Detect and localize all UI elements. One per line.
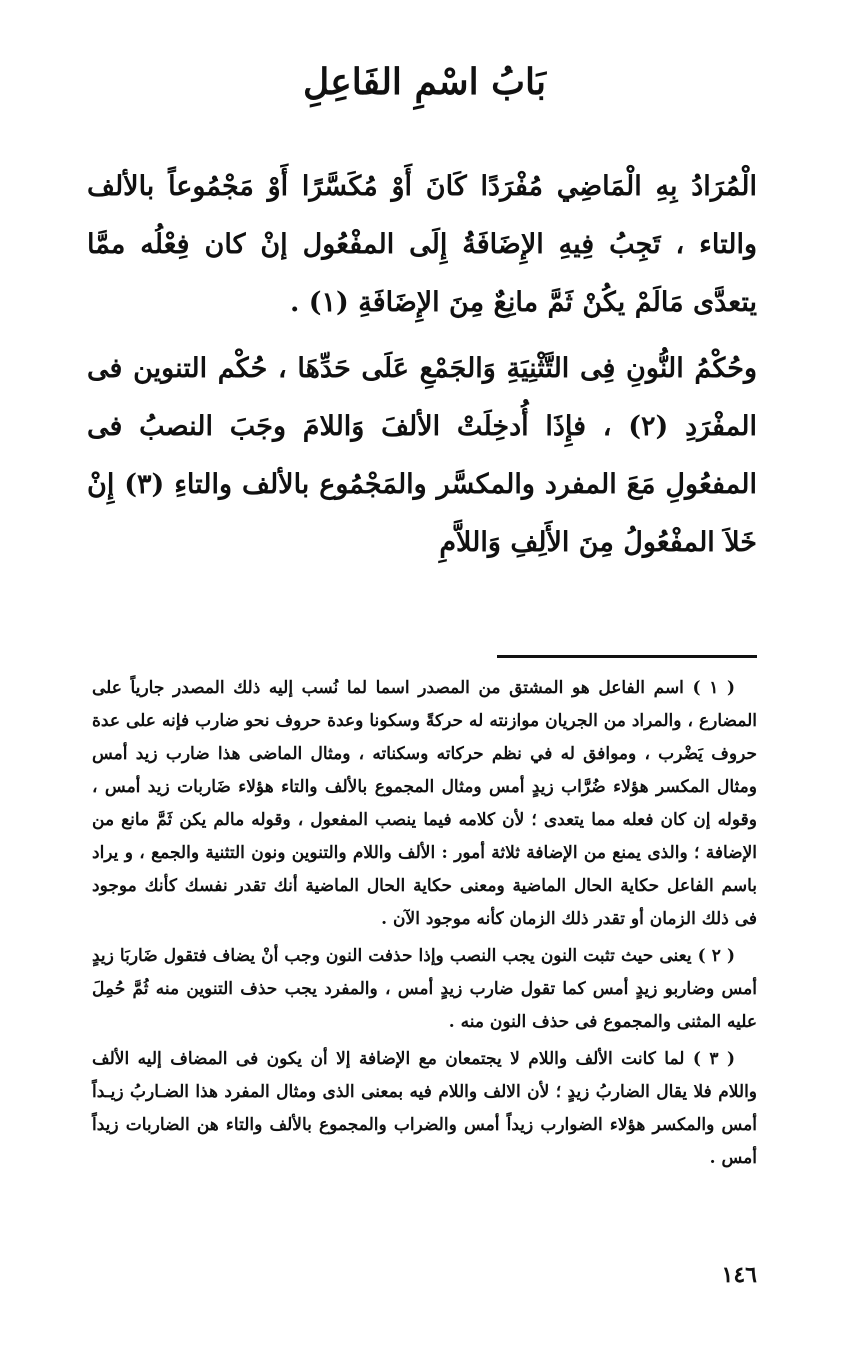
chapter-title: بَابُ اسْمِ الفَاعِلِ [303, 61, 546, 103]
footnote-2: ( ٢ ) يعنى حيث تثبت النون يجب النصب وإذا حذفت النون وجب أنْ يضاف فتقول ضَاربَا زيدٍ أمس وضاربو زيدٍ أمس كما تقول ضارب زيدٍ أمس ، والمفرد يجب حذف التنوين منه ثُمَّ حُمِلَ عليه المثنى والمجموع فى حذف النون منه . [92, 946, 757, 1032]
footnote-3: ( ٣ ) لما كانت الألف واللام لا يجتمعان مع الإضافة إلا أن يكون فى المضاف إليه الألف واللام فلا يقال الضاربُ زيدٍ ؛ لأن الالف واللام فيه بمعنى الذى ومثال المفرد هذا الضـاربُ زيـداً أمس والمكسر هؤلاء الضوارب زيداً أمس والضراب والمجموع بالألف والتاء هن الضاربات زيداً أمس . [92, 1049, 757, 1168]
footnotes [92, 672, 757, 1179]
main-paragraph-1: الْمُرَادُ بِهِ الْمَاضِي مُفْرَدًا كَانَ أَوْ مُكَسَّرًا أَوْ مَجْمُوعاً بالألف والتاء ، تَجِبُ فِيهِ الإِضَافَةُ إِلَى المفْعُول إنْ كان فِعْلُه ممَّا يتعدَّى مَالَمْ يكُنْ ثَمَّ مانِعٌ مِنَ الإِضَافَةِ (١) . [87, 171, 757, 318]
page-number: ١٤٦ [721, 1262, 757, 1288]
main-text [87, 158, 757, 572]
footnote-1: ( ١ ) اسم الفاعل هو المشتق من المصدر اسما لما نُسب إليه ذلك المصدر جارياً على المضارع ، والمراد من الجريان موازنته له حركةً وسكونا وعدة حروف نحو ضارب فإنه على عدة حروف يَضْرب ، وموافق له في نظم حركاته وسكناته ، ومثال الماضى هذا ضارب زيد أمس ومثال المكسر هؤلاء ضُرَّاب زيدٍ أمس ومثال المجموع بالألف والتاء هؤلاء ضَاربات زيد أمس ، وقوله إن كان فعله مما يتعدى ؛ لأن كلامه فيما ينصب المفعول ، وقوله مالم يكن ثَمَّ مانع من الإضافة ؛ والذى يمنع من الإضافة ثلاثة أمور : الألف واللام والتنوين ونون التثنية والجمع ، و يراد باسم الفاعل حكاية الحال الماضية ومعنى حكاية الحال الماضية أنك تقدر نفسك كأنك موجود فى ذلك الزمان أو تقدر ذلك الزمان كأنه موجود الآن . [92, 678, 757, 929]
footnote-divider [497, 655, 757, 658]
main-paragraph-2: وحُكْمُ النُّونِ فِى التَّثْنِيَةِ وَالجَمْعِ عَلَى حَدِّهَا ، حُكْم التنوين فى المفْرَدِ (٢) ، فإِذَا أُدخِلَتْ الألفَ وَاللامَ وجَبَ النصبُ فى المفعُولِ مَعَ المفرد والمكسَّر والمَجْمُوع بالألف والتاءِ (٣) إِنْ خَلاَ المفْعُولُ مِنَ الأَلِفِ وَاللاَّمِ [87, 353, 757, 558]
